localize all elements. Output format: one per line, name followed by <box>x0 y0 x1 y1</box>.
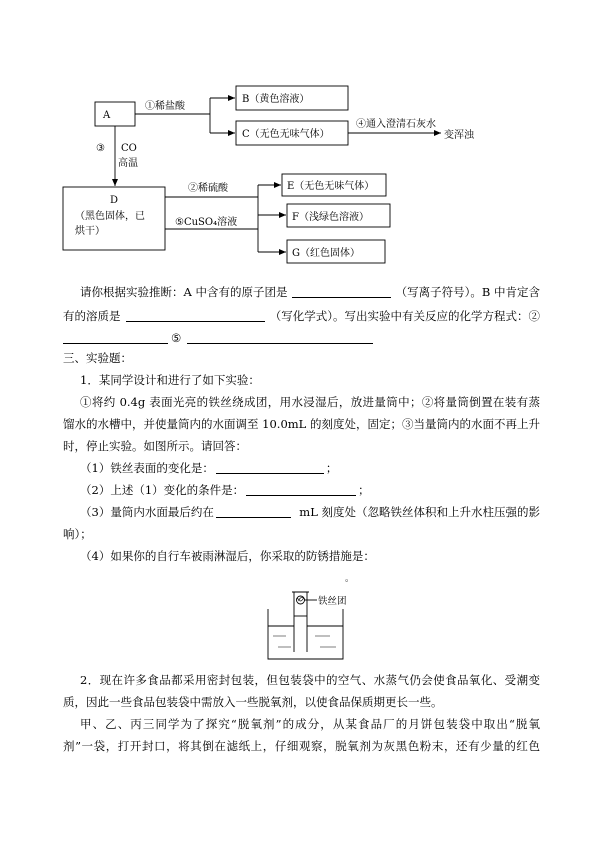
inference-line-1 <box>80 284 540 300</box>
sub-question-4-end: 。 <box>345 574 355 584</box>
box-f-label: F（浅绿色溶液） <box>292 212 369 223</box>
question-2-line: 剂”一袋，打开封口，将其倒在滤纸上，仔细观察，脱氧剂为灰黑色粉末，还有少量的红色 <box>63 739 540 753</box>
reagent-3-condition: 高温 <box>118 158 138 169</box>
box-d-desc-1: （黑色固体，已 <box>75 211 145 222</box>
sub-question-3 <box>80 504 540 520</box>
trough-water-ripples <box>273 636 336 647</box>
reagent-3-gas: CO <box>121 143 137 154</box>
flowchart-diagram <box>0 80 595 275</box>
question-2-line: 质，因此一些食品包装袋中需放入一些脱氧剂，以使食品保质期更长一些。 <box>63 695 443 709</box>
reagent-5-label: ⑤CuSO₄溶液 <box>175 217 238 228</box>
box-e-label: E（无色无味气体） <box>287 181 375 192</box>
experiment-figure <box>260 584 350 664</box>
inference-line-2 <box>63 308 540 324</box>
result-4-label: 变浑浊 <box>444 130 474 141</box>
iron-wire-ball <box>297 596 305 604</box>
question-2-line: 甲、乙、丙三同学为了探究“脱氧剂”的成分，从某食品厂的月饼包装袋中取出“脱氧 <box>80 717 540 731</box>
iron-wire-coil <box>298 597 304 601</box>
box-a-label: A <box>103 110 111 121</box>
box-c-label: C（无色无味气体） <box>242 129 330 140</box>
question-1-procedure-line: 馏水的水槽中，并使量筒内的水面调至 10.0mL 的刻度处，固定；③当量筒内的水面不再上升 <box>63 417 540 431</box>
sub-question-prompt: （2）上述（1）变化的条件是： <box>80 483 245 497</box>
box-a <box>95 102 135 126</box>
question-1-procedure-line: ①将约 0.4g 表面光亮的铁丝绕成团，用水浸湿后，放进量筒中；②将量筒倒置在装有蒸 <box>80 395 540 409</box>
box-d-title: D <box>110 195 119 206</box>
sub-question-4: （4）如果你的自行车被雨淋湿后，你采取的防锈措施是： <box>80 549 375 563</box>
reagent-1-label: ①稀盐酸 <box>145 101 185 112</box>
sub-question-2 <box>80 482 370 498</box>
inference-text: 请你根据实验推断：A 中含有的原子团是 <box>80 285 288 299</box>
sub-question-prompt: （3）量筒内水面最后约在 <box>80 505 214 519</box>
answer-blank-condition <box>246 484 356 496</box>
sub-question-end: mL 刻度处（忽略铁丝体积和上升水柱压强的影 <box>299 505 540 519</box>
box-g-label: G（红色固体） <box>292 248 360 259</box>
answer-blank-radical <box>292 286 390 298</box>
inference-text: 有的溶质是 <box>63 309 121 323</box>
water-trough <box>268 609 343 659</box>
question-2-line: 2．现在许多食品都采用密封包装，但包装袋中的空气、水蒸气仍会使食品氧化、受潮变 <box>80 673 540 687</box>
box-d-desc-2: 烘干） <box>75 226 105 237</box>
inference-text: （写化学式）。写出实验中有关反应的化学方程式：② <box>269 309 540 323</box>
section-title: 三、实验题： <box>63 351 132 365</box>
reagent-3-number: ③ <box>96 143 105 154</box>
answer-blank-surface-change <box>216 462 324 474</box>
answer-blank-water-level <box>216 506 291 518</box>
reagent-2-label: ②稀硫酸 <box>188 183 228 194</box>
sub-question-end: ； <box>325 461 338 475</box>
question-1-stem: 1．某同学设计和进行了如下实验： <box>80 373 260 387</box>
equation-5-marker: ⑤ <box>171 331 182 345</box>
answer-blank-solute <box>126 310 265 322</box>
box-b-label: B（黄色溶液） <box>242 94 310 105</box>
sub-question-prompt: （1）铁丝表面的变化是： <box>80 461 214 475</box>
sub-question-1 <box>80 460 337 476</box>
figure-label-iron-wire: 铁丝团 <box>318 596 347 607</box>
answer-blank-equation-5 <box>187 332 373 344</box>
inference-text: （写离子符号）。B 中肯定含 <box>395 285 540 299</box>
reagent-4-label: ④通入澄清石灰水 <box>356 119 436 130</box>
question-1-procedure-line: 时，停止实验。如图所示。请回答： <box>63 439 247 453</box>
inference-line-3 <box>63 330 373 346</box>
sub-question-end: ； <box>358 483 370 497</box>
answer-blank-equation-2 <box>63 332 168 344</box>
sub-question-3-continued: 响）； <box>63 527 92 541</box>
